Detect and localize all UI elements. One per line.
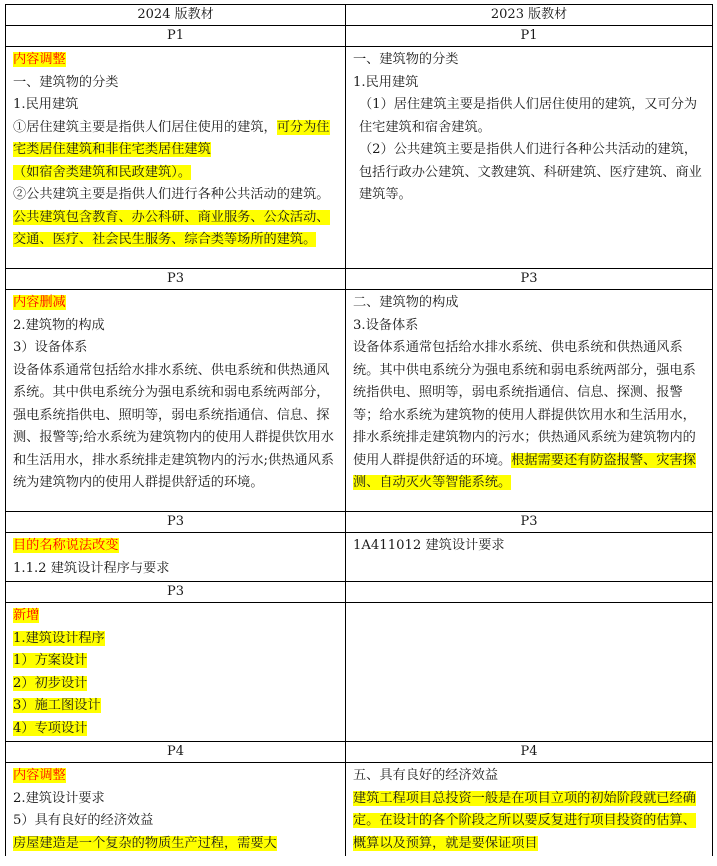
change-tag: 内容调整	[13, 768, 66, 783]
highlight-text: 4）专项设计	[13, 720, 88, 736]
page-row	[6, 26, 713, 47]
content-row	[6, 763, 713, 857]
page-ref-right	[346, 582, 713, 603]
text-line: 3）设备体系	[13, 340, 88, 355]
text-line: 一、建筑物的分类	[13, 74, 119, 90]
page-ref-left: P4	[6, 742, 346, 763]
text-line: 1A411012 建筑设计要求	[353, 538, 505, 553]
highlight-text: 公共建筑包含教育、办公科研、商业服务、公众活动、交通、医疗、社会民生服务、综合类等场所的建筑。	[13, 209, 330, 247]
content-row	[6, 603, 713, 742]
text-line: （2）公共建筑主要是指供人们进行各种公共活动的建筑，包括行政办公建筑、文教建筑、科研建筑、医疗建筑、商业建筑等。	[359, 142, 702, 202]
text-line: 1.民用建筑	[13, 97, 79, 112]
content-2023	[346, 47, 713, 269]
page-ref-right: P4	[346, 742, 713, 763]
content-row	[6, 533, 713, 582]
text-line: ①居住建筑主要是指供人们居住使用的建筑，	[13, 119, 277, 135]
content-2024	[6, 533, 346, 582]
content-row	[6, 47, 713, 269]
page-row	[6, 582, 713, 603]
text-line: 设备体系通常包括给水排水系统、供电系统和供热通风系统。其中供电系统分为强电系统和弱电系统两部分，强电系统指供电、照明等，弱电系统指通信、信息、探测、报警等;给水系统为建筑物内的使用人群提供饮用水和生活用水，排水系统排走建筑物内的污水;供热通风系统为建筑物内的使用人群提供舒适的环境。	[13, 362, 334, 490]
page-ref-left: P1	[6, 26, 346, 47]
highlight-text: 房屋建造是一个复杂的物质生产过程，需要大	[13, 835, 277, 851]
text-line: 五、具有良好的经济效益	[353, 768, 499, 783]
content-row	[6, 290, 713, 512]
text-line: ②公共建筑主要是指供人们进行各种公共活动的建筑。	[13, 187, 330, 202]
change-tag: 内容删减	[13, 295, 66, 310]
text-line: 2.建筑设计要求	[13, 790, 105, 806]
content-2023	[346, 763, 713, 857]
text-line: 设备体系通常包括给水排水系统、供电系统和供热通风系统。其中供电系统分为强电系统和弱电系统两部分，强电系统指供电、照明等，弱电系统指通信、信息、探测、报警等；给水系统为建筑物的使用人群提供饮用水和生活用水，排水系统排走建筑物内的污水；供热通风系统为建筑物内的使用人群提供舒适的环境。	[353, 340, 696, 468]
content-2023	[346, 290, 713, 512]
highlight-text: 可分为住宅类居住建筑和非住宅类居住建筑	[13, 119, 330, 157]
highlight-text: 根据需要还有防盗报警、灾害探测、自动灭火等智能系统。	[353, 452, 696, 490]
text-line: （1）居住建筑主要是指供人们居住使用的建筑，又可分为住宅建筑和宿舍建筑。	[359, 97, 698, 135]
content-2024	[6, 47, 346, 269]
header-row	[6, 5, 713, 26]
comparison-table	[5, 4, 713, 856]
highlight-text: 2）初步设计	[13, 675, 88, 691]
page-ref-left: P3	[6, 269, 346, 290]
change-tag: 目的名称说法改变	[13, 538, 119, 553]
page-ref-left: P3	[6, 582, 346, 603]
highlight-text: 1）方案设计	[13, 653, 88, 668]
content-2024	[6, 763, 346, 857]
text-line: 3.设备体系	[353, 317, 419, 333]
text-line: 1.1.2 建筑设计程序与要求	[13, 560, 170, 576]
text-line: 2.建筑物的构成	[13, 317, 105, 333]
page-ref-left: P3	[6, 512, 346, 533]
change-tag: 内容调整	[13, 52, 66, 67]
text-line: 1.民用建筑	[353, 74, 419, 90]
content-2023	[346, 533, 713, 582]
highlight-text: 建筑工程项目总投资一般是在项目立项的初始阶段就已经确定。在设计的各个阶段之所以要反复进行项目投资的估算、概算以及预算，就是要保证项目	[353, 790, 696, 851]
page-ref-right: P3	[346, 269, 713, 290]
header-2024: 2024 版教材	[6, 5, 346, 26]
page-row	[6, 512, 713, 533]
page-row	[6, 269, 713, 290]
page-ref-right: P1	[346, 26, 713, 47]
text-line: 二、建筑物的构成	[353, 295, 459, 310]
highlight-text: （如宿舍类建筑和民政建筑）。	[13, 164, 192, 180]
text-line: 5）具有良好的经济效益	[13, 813, 154, 828]
highlight-text: 1.建筑设计程序	[13, 630, 105, 646]
content-2024	[6, 603, 346, 742]
text-line: 一、建筑物的分类	[353, 52, 459, 67]
page-ref-right: P3	[346, 512, 713, 533]
content-2023	[346, 603, 713, 742]
page-row	[6, 742, 713, 763]
highlight-text: 3）施工图设计	[13, 698, 101, 713]
change-tag: 新增	[13, 608, 40, 623]
content-2024	[6, 290, 346, 512]
header-2023: 2023 版教材	[346, 5, 713, 26]
